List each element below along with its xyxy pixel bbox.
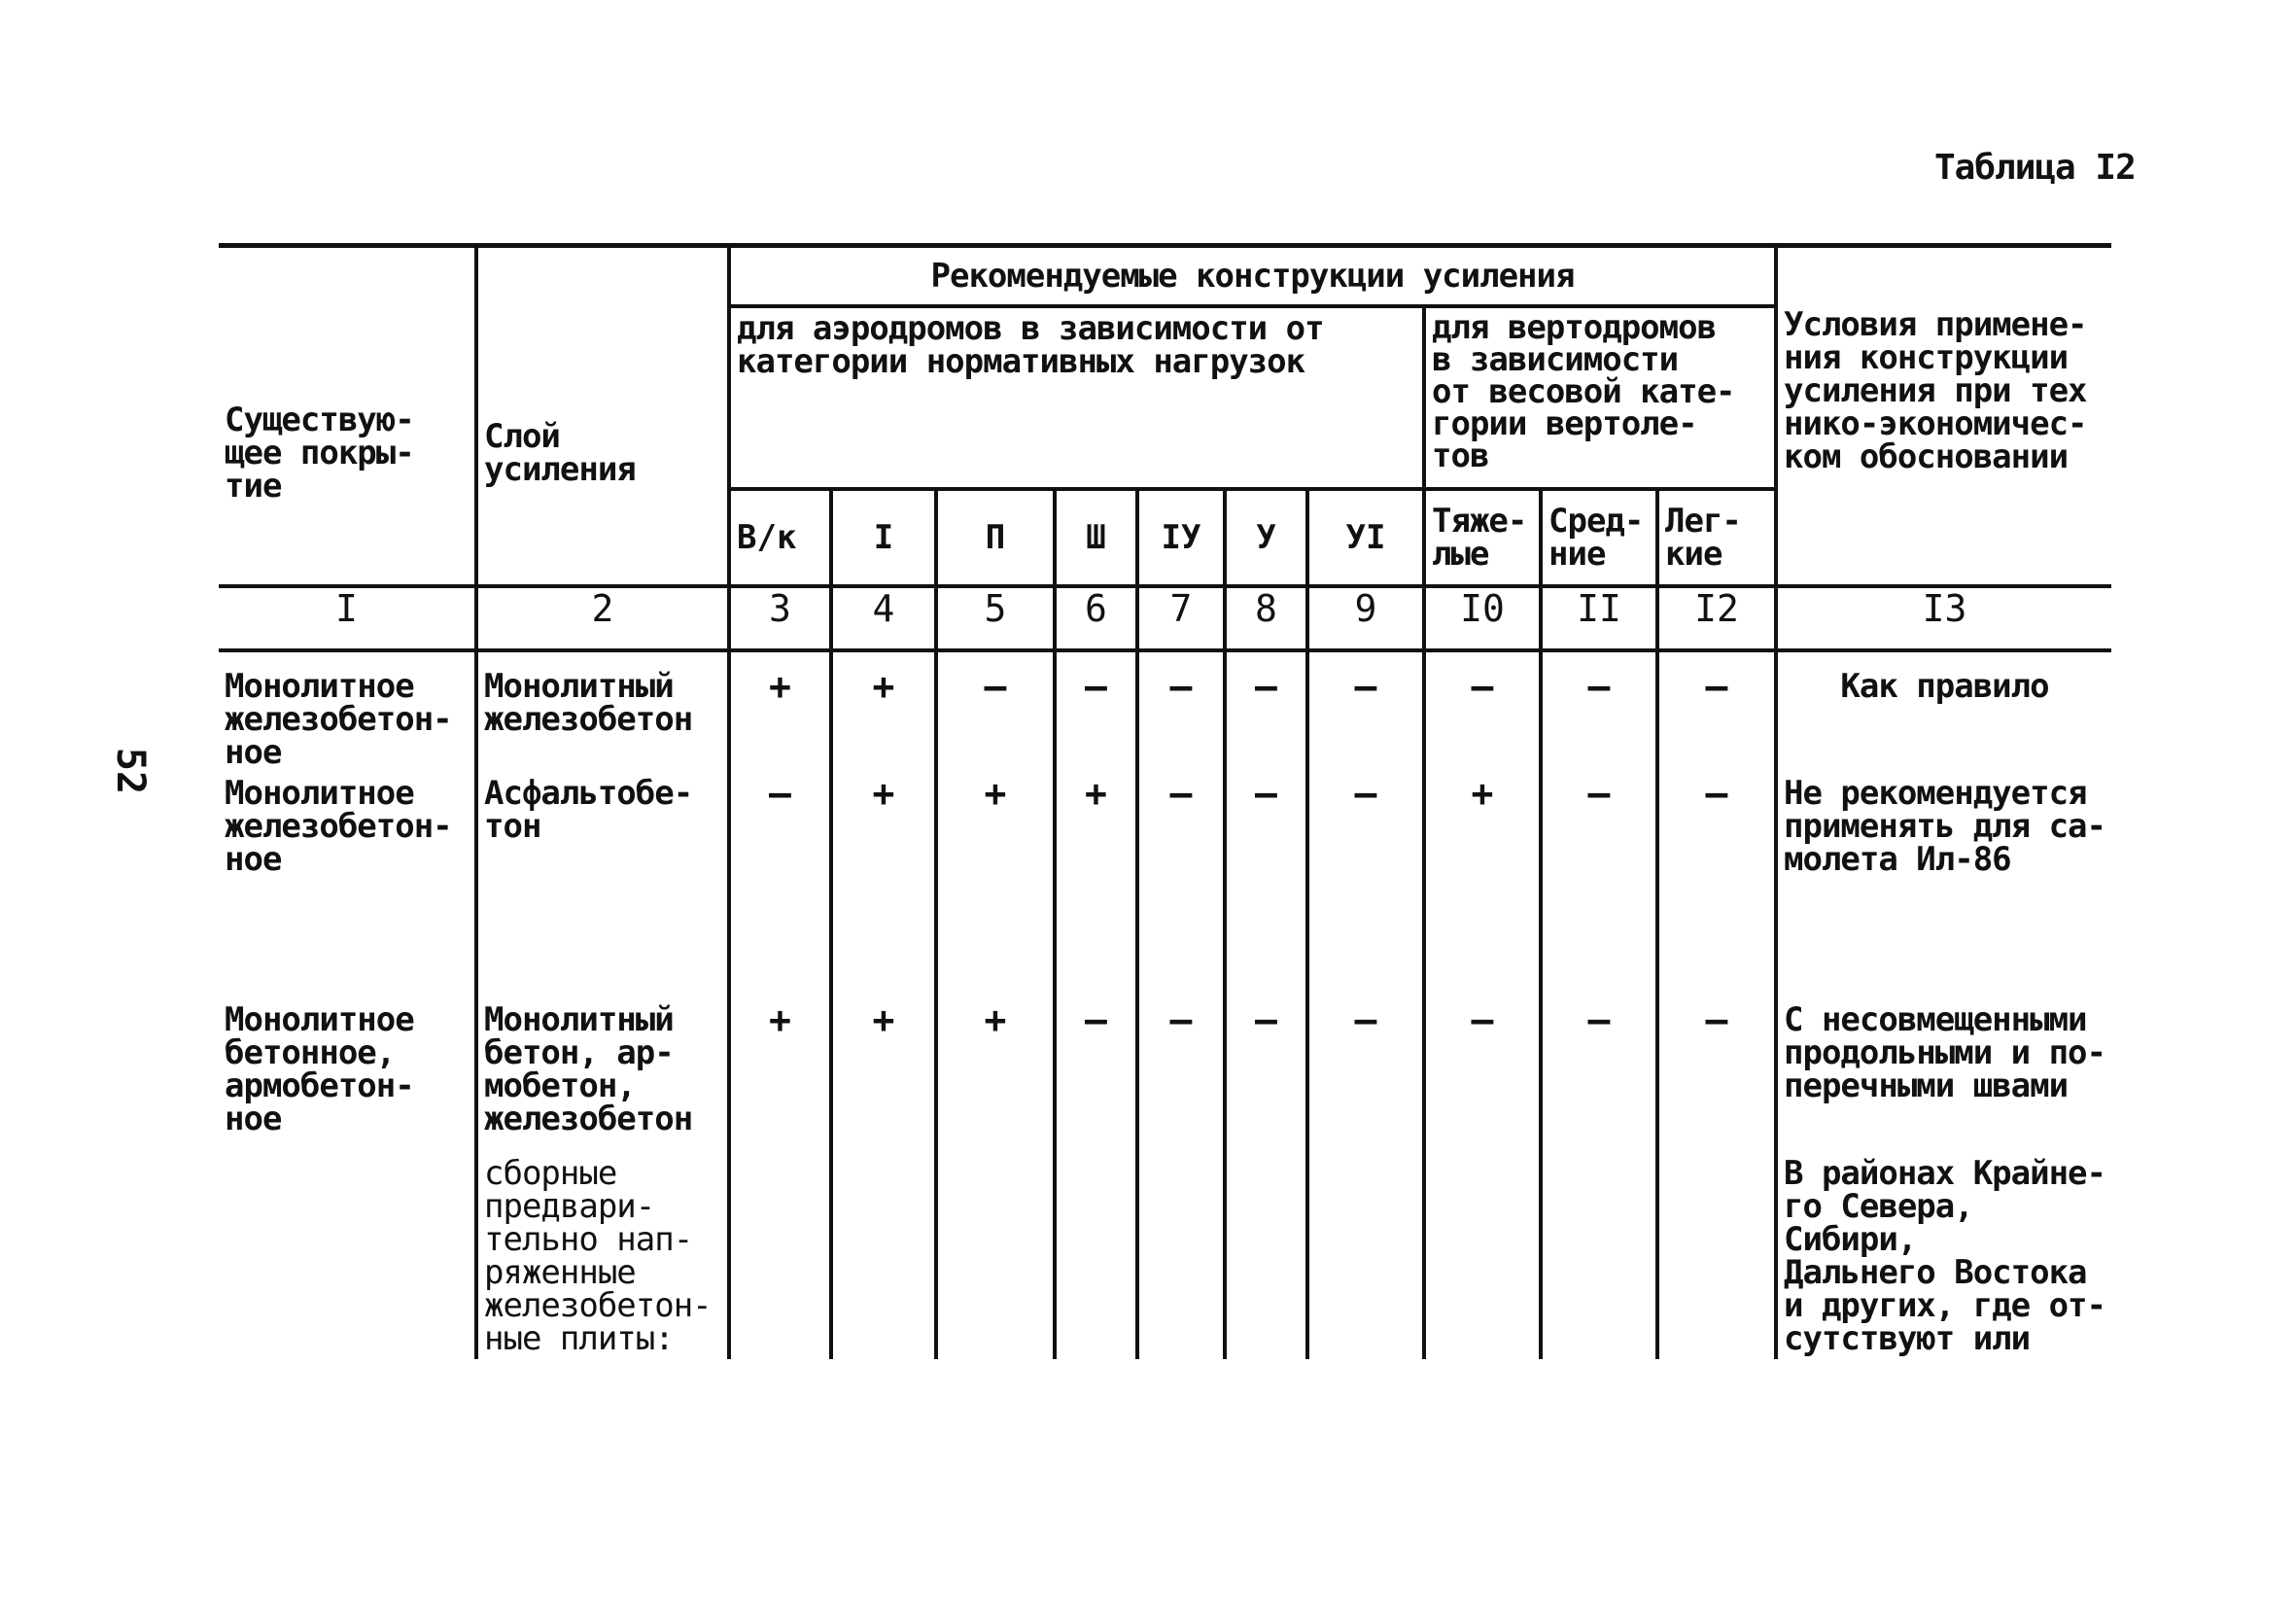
mark-cell: – (1657, 773, 1776, 999)
mark-cell: – (1307, 650, 1424, 773)
mark-cell: + (831, 650, 936, 773)
table-row (219, 999, 2111, 1153)
weight-light: Лег- кие (1657, 489, 1776, 586)
mark-cell: – (1424, 999, 1541, 1359)
mark-cell: + (936, 773, 1055, 999)
col-number: 8 (1225, 586, 1307, 650)
mark-cell: + (831, 999, 936, 1359)
table-row (219, 650, 2111, 773)
col-number: I3 (1776, 586, 2111, 650)
mark-cell: + (936, 999, 1055, 1359)
header-aerodromes: для аэродромов в зависимости от категории нормативных нагрузок (729, 306, 1424, 489)
col-number: 3 (729, 586, 831, 650)
mark-cell: – (1137, 650, 1225, 773)
mark-cell: + (831, 773, 936, 999)
condition-cell: Как правило (1776, 650, 2111, 773)
layer-cell: Монолитный бетон, ар- мобетон, железобетон (476, 999, 729, 1153)
condition-cell: С несовмещенными продольными и по- перечными швами (1776, 999, 2111, 1153)
mark-cell: – (1055, 999, 1137, 1359)
existing-coating-cell: Монолитное железобетон- ное (219, 773, 476, 999)
mark-cell: – (1055, 650, 1137, 773)
mark-cell: – (1307, 773, 1424, 999)
mark-cell: – (1657, 650, 1776, 773)
col-number: 4 (831, 586, 936, 650)
col-number: 2 (476, 586, 729, 650)
table-caption: Таблица I2 (1934, 148, 2136, 188)
col-number: I0 (1424, 586, 1541, 650)
page-number: 52 (108, 747, 154, 795)
existing-coating-cell: Монолитное бетонное, армобетон- ное (219, 999, 476, 1359)
weight-medium: Сред- ние (1541, 489, 1657, 586)
layer-cell: сборные предвари- тельно нап- ряженные железобетон- ные плиты: (476, 1153, 729, 1359)
header-recommended-constructions: Рекомендуемые конструкции усиления (729, 246, 1776, 307)
col-number: I (219, 586, 476, 650)
mark-cell: – (1424, 650, 1541, 773)
mark-cell: – (936, 650, 1055, 773)
weight-heavy: Тяже- лые (1424, 489, 1541, 586)
category-vk: В/к (729, 489, 831, 586)
mark-cell: + (729, 999, 831, 1359)
mark-cell: + (1424, 773, 1541, 999)
existing-coating-cell: Монолитное железобетон- ное (219, 650, 476, 773)
category-6: УI (1307, 489, 1424, 586)
header-reinforcement-layer: Слой усиления (476, 246, 729, 587)
category-2: П (936, 489, 1055, 586)
col-number: II (1541, 586, 1657, 650)
category-3: Ш (1055, 489, 1137, 586)
mark-cell: – (1225, 999, 1307, 1359)
col-number: 9 (1307, 586, 1424, 650)
col-number: 6 (1055, 586, 1137, 650)
category-1: I (831, 489, 936, 586)
mark-cell: – (1657, 999, 1776, 1359)
header-existing-coating: Существую- щее покры- тие (219, 246, 476, 587)
mark-cell: – (1307, 999, 1424, 1359)
mark-cell: – (729, 773, 831, 999)
category-5: У (1225, 489, 1307, 586)
category-4: IУ (1137, 489, 1225, 586)
table-row (219, 773, 2111, 999)
mark-cell: – (1541, 650, 1657, 773)
layer-cell: Монолитный железобетон (476, 650, 729, 773)
mark-cell: + (729, 650, 831, 773)
mark-cell: – (1541, 999, 1657, 1359)
col-number: 5 (936, 586, 1055, 650)
reinforcement-table (219, 243, 2111, 1359)
col-number: 7 (1137, 586, 1225, 650)
mark-cell: – (1225, 650, 1307, 773)
condition-cell: В районах Крайне- го Севера, Сибири, Дальнего Востока и других, где от- сутствуют или (1776, 1153, 2111, 1359)
mark-cell: – (1137, 773, 1225, 999)
mark-cell: – (1137, 999, 1225, 1359)
mark-cell: + (1055, 773, 1137, 999)
col-number: I2 (1657, 586, 1776, 650)
mark-cell: – (1541, 773, 1657, 999)
header-heliports: для вертодромов в зависимости от весовой кате- гории вертоле- тов (1424, 306, 1776, 489)
header-conditions: Условия примене- ния конструкции усиления при тех нико-экономичес- ком обосновании (1776, 246, 2111, 587)
layer-cell: Асфальтобе- тон (476, 773, 729, 999)
condition-cell: Не рекомендуется применять для са- молета Ил-86 (1776, 773, 2111, 999)
mark-cell: – (1225, 773, 1307, 999)
